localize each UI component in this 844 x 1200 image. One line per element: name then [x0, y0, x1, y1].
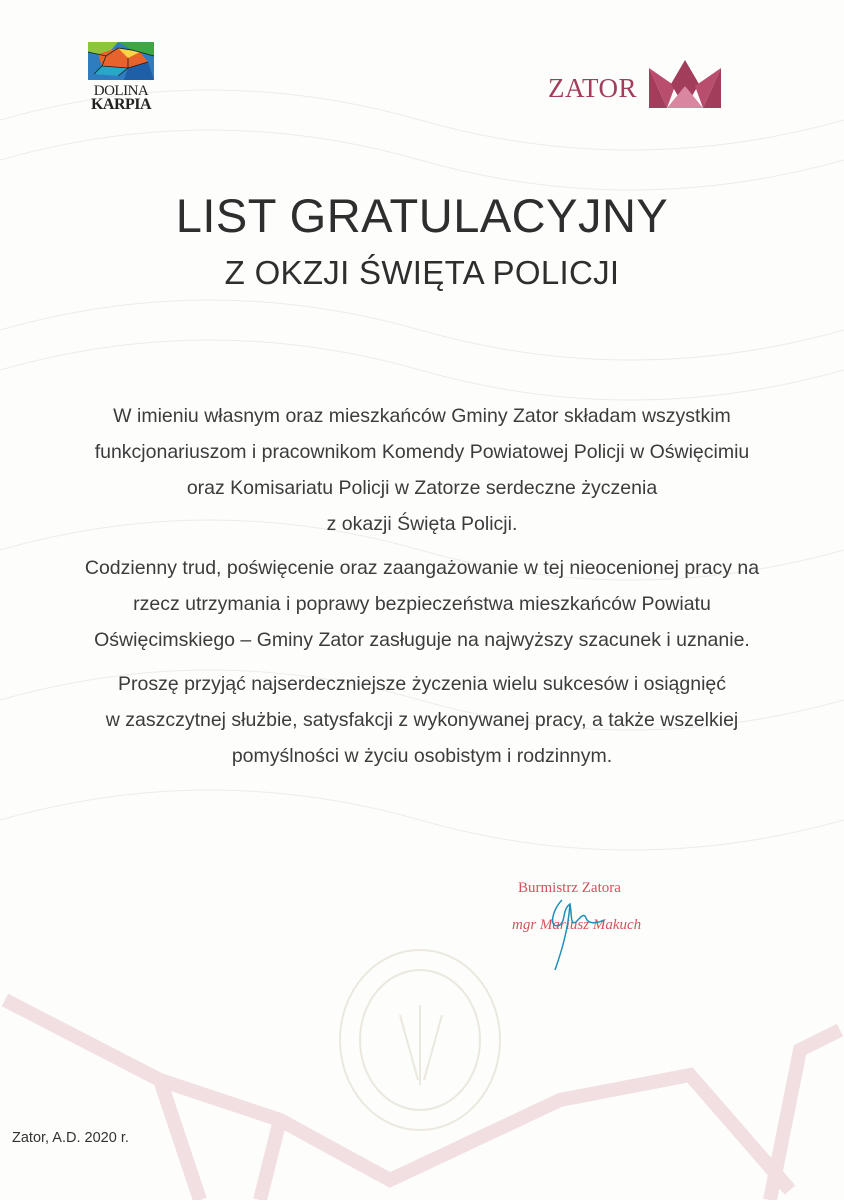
text-line: oraz Komisariatu Policji w Zatorze serdeczne życzenia	[186, 477, 658, 499]
text-line: Codzienny trud, poświęcenie oraz zaangażowanie w tej nieocenionej pracy na	[84, 557, 760, 579]
paragraph-3	[60, 666, 784, 774]
page-subtitle: Z OKZJI ŚWIĘTA POLICJI	[224, 254, 620, 291]
text-line: Oświęcimskiego – Gminy Zator zasługuje na najwyższy szacunek i uznanie.	[94, 629, 750, 651]
paragraph-1	[60, 398, 784, 542]
red-stripe	[5, 1000, 840, 1200]
seal-emboss	[340, 950, 500, 1130]
signature-block	[500, 870, 700, 970]
carp-mosaic-icon	[88, 42, 154, 80]
text-line: rzecz utrzymania i poprawy bezpieczeństwa mieszkańców Powiatu	[133, 593, 711, 615]
zator-logo	[548, 60, 721, 110]
text-line: W imieniu własnym oraz mieszkańców Gminy Zator składam wszystkim	[113, 405, 731, 427]
text-line: w zaszczytnej służbie, satysfakcji z wykonywanej pracy, a także wszelkiej	[105, 709, 739, 731]
paragraph-2	[60, 550, 784, 658]
text-line: z okazji Święta Policji.	[326, 513, 518, 535]
crown-icon	[649, 60, 721, 110]
letter-body	[60, 398, 784, 782]
dolina-karpia-logo	[86, 42, 156, 114]
text-line: Proszę przyjąć najserdeczniejsze życzenia wielu sukcesów i osiągnięć	[117, 673, 727, 695]
place-date: Zator, A.D. 2020 r.	[12, 1130, 129, 1146]
text-line: funkcjonariuszom i pracownikom Komendy Powiatowej Policji w Oświęcimiu	[94, 441, 750, 463]
text-line: pomyślności w życiu osobistym i rodzinnym.	[231, 745, 613, 767]
handwritten-signature-icon	[500, 870, 700, 970]
page-title: LIST GRATULACYJNY	[175, 189, 669, 242]
signature-name-stamp: mgr Mariusz Makuch	[512, 917, 642, 933]
logo-line1: DOLINA	[93, 83, 149, 99]
logo-line2: KARPIA	[90, 96, 152, 113]
zator-wordmark: ZATOR	[548, 72, 638, 103]
signature-title-stamp: Burmistrz Zatora	[518, 880, 621, 896]
